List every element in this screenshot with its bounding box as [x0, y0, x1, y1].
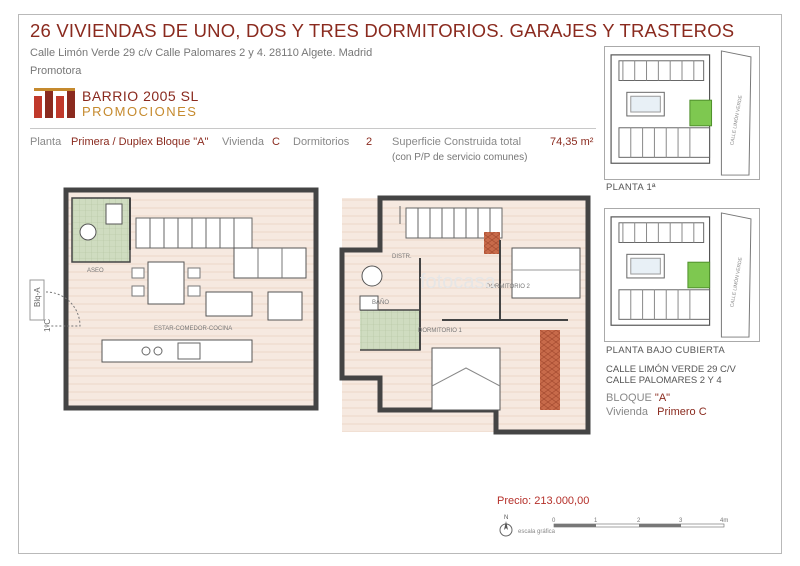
superficie-value: 74,35 m² — [550, 136, 594, 148]
site-plan-top — [604, 46, 760, 180]
floor-plans — [20, 180, 600, 440]
block-tag: Blq-A — [33, 287, 42, 307]
watermark-text: fotocasa — [420, 271, 496, 293]
room-label-dorm2: DORMITORIO 2 — [486, 284, 530, 290]
dormitorios-label: Dormitorios — [293, 136, 350, 148]
barrio-logo-icon — [33, 86, 79, 118]
room-label-bano: BAÑO — [372, 300, 390, 306]
promoter-label: Promotora — [30, 65, 82, 77]
logo-subtitle: PROMOCIONES — [82, 104, 198, 119]
bloque-row — [606, 392, 670, 404]
room-label-living: ESTAR-COMEDOR-COCINA — [154, 326, 233, 332]
location-line-2: CALLE PALOMARES 2 Y 4 — [606, 375, 722, 386]
street-label-top: CALLE LIMÓN VERDE — [730, 95, 745, 146]
site-plan-top-label: PLANTA 1ª — [606, 182, 656, 193]
scale-tick-2: 2 — [637, 518, 641, 524]
vivienda-row — [606, 406, 707, 418]
scale-tick-3: 3 — [679, 518, 683, 524]
bloque-label: BLOQUE — [606, 392, 652, 404]
upper-floor-plan — [342, 198, 588, 432]
scale-tick-4: 4m — [720, 518, 729, 524]
logo-company-name: BARRIO 2005 SL — [82, 88, 199, 104]
vivienda-loc-value: Primero C — [657, 406, 707, 418]
location-address — [606, 364, 736, 386]
page-title: 26 VIVIENDAS DE UNO, DOS Y TRES DORMITORIOS. GARAJES Y TRASTEROS — [30, 20, 735, 41]
divider — [30, 128, 596, 129]
project-address: Calle Limón Verde 29 c/v Calle Palomares 2 y 4. 28110 Algete. Madrid — [30, 47, 373, 59]
planta-value: Primera / Duplex Bloque "A" — [71, 136, 209, 148]
planta-label: Planta — [30, 136, 62, 148]
dormitorios-value: 2 — [366, 136, 373, 148]
room-label-distr: DISTR. — [392, 254, 412, 260]
scale-bar — [494, 512, 738, 542]
room-label-aseo: ASEO — [87, 268, 104, 274]
site-plan-bottom — [604, 208, 760, 342]
location-line-1: CALLE LIMÓN VERDE 29 C/V — [606, 364, 736, 375]
scale-tick-1: 1 — [594, 518, 598, 524]
price-label: Precio: 213.000,00 — [497, 495, 590, 507]
vivienda-loc-label: Vivienda — [606, 406, 648, 418]
street-label-bottom: CALLE LIMÓN VERDE — [730, 257, 745, 308]
superficie-note: (con P/P de servicio comunes) — [392, 152, 528, 163]
bloque-value: "A" — [654, 392, 671, 404]
superficie-label: Superficie Construida total — [392, 136, 522, 148]
room-label-dorm1: DORMITORIO 1 — [418, 328, 462, 334]
site-plan-bottom-label: PLANTA BAJO CUBIERTA — [606, 345, 725, 356]
block-tag-2: 1ºC — [43, 318, 52, 332]
vivienda-label: Vivienda — [222, 136, 264, 148]
lower-floor-plan — [30, 190, 316, 408]
scale-tick-0: 0 — [552, 518, 556, 524]
north-label: N — [504, 515, 509, 521]
vivienda-value: C — [272, 136, 280, 148]
scale-label: escala gráfica — [518, 529, 556, 535]
